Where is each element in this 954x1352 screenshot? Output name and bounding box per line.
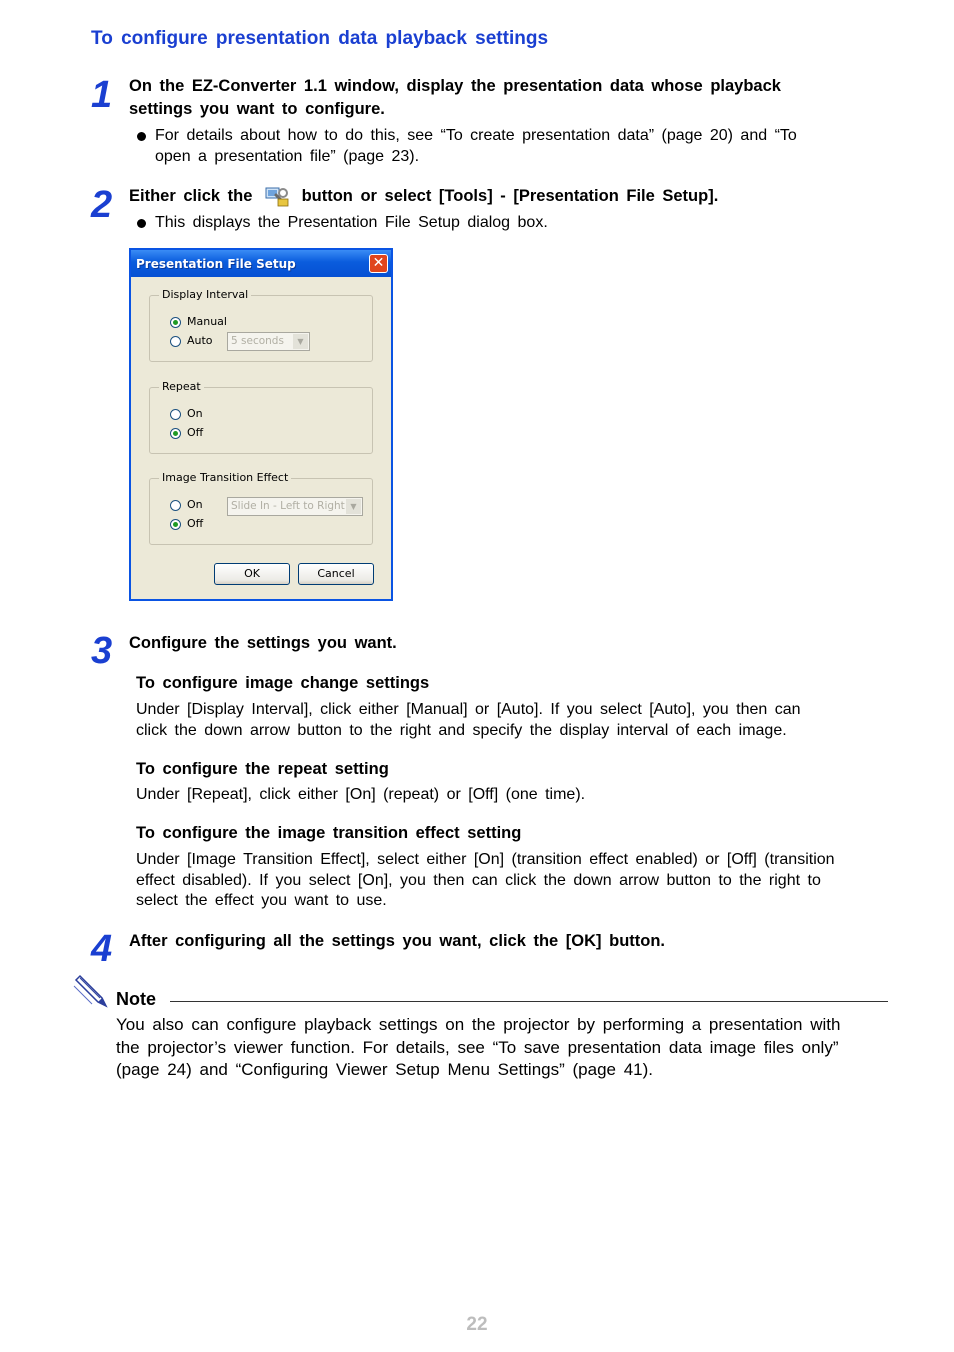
- transition-group: [149, 471, 373, 545]
- page-title: To configure presentation data playback settings: [91, 28, 549, 49]
- cancel-button[interactable]: Cancel: [298, 563, 374, 585]
- note-divider: [170, 1001, 888, 1002]
- transition-on-label: On: [187, 498, 203, 511]
- repeat-on-label: On: [187, 407, 203, 420]
- transition-off-radio[interactable]: [170, 519, 181, 530]
- step-2-bullet: [155, 212, 835, 233]
- step-4-number: 4: [91, 928, 113, 970]
- step-1-bullet: [155, 125, 835, 167]
- section-heading: To configure image change settings: [136, 674, 430, 692]
- effect-select[interactable]: [227, 497, 363, 516]
- dialog-title: Presentation File Setup: [136, 257, 296, 271]
- dialog-titlebar: [131, 250, 391, 277]
- display-interval-group: [149, 288, 373, 362]
- step-1-heading: On the EZ-Converter 1.1 window, display the presentation data whose playback settings you want to configure.: [129, 77, 781, 118]
- transition-on-radio[interactable]: [170, 500, 181, 511]
- note-text: You also can configure playback settings on the projector by performing a presentation with the projector’s viewer function. For details, see “To save presentation data image files only” (page 24) and “Configuring Viewer Setup Menu Settings” (page 41).: [116, 1015, 841, 1079]
- page-number: 22: [466, 1314, 488, 1335]
- close-button[interactable]: ✕: [369, 254, 388, 273]
- section-text: Under [Repeat], click either [On] (repeat) or [Off] (one time).: [136, 786, 586, 803]
- step-1-bullet-text: For details about how to do this, see “To create presentation data” (page 20) and “To open a presentation file” (page 23).: [155, 127, 797, 165]
- step-2-heading: [129, 185, 849, 208]
- bullet-dot: [137, 219, 146, 228]
- auto-radio[interactable]: [170, 336, 181, 347]
- transition-label: Image Transition Effect: [159, 471, 291, 484]
- repeat-off-label: Off: [187, 426, 204, 439]
- step-2-bullet-text: This displays the Presentation File Setup dialog box.: [155, 214, 548, 231]
- bullet-dot: [137, 132, 146, 141]
- presentation-file-setup-icon: [264, 185, 290, 207]
- repeat-group: [149, 380, 373, 454]
- interval-select[interactable]: [227, 332, 310, 351]
- section-heading: To configure the repeat setting: [136, 760, 389, 778]
- presentation-file-setup-dialog: [129, 248, 393, 601]
- chevron-down-icon[interactable]: ▼: [293, 334, 308, 349]
- auto-label: Auto: [187, 334, 213, 347]
- manual-label: Manual: [187, 315, 227, 328]
- step-2-number: 2: [91, 184, 113, 226]
- note-title: Note: [116, 989, 156, 1009]
- section-text: Under [Display Interval], click either [Manual] or [Auto]. If you select [Auto], you then can click the down arrow button to the right and specify the display interval of each image.: [136, 701, 801, 739]
- interval-value: 5 seconds: [231, 335, 284, 347]
- chevron-down-icon[interactable]: ▼: [346, 499, 361, 514]
- repeat-off-radio[interactable]: [170, 428, 181, 439]
- repeat-on-radio[interactable]: [170, 409, 181, 420]
- effect-value: Slide In - Left to Right: [231, 500, 345, 512]
- transition-off-label: Off: [187, 517, 204, 530]
- note-pencil-icon: [72, 972, 112, 1012]
- step-2-heading-before: Either click the: [129, 187, 253, 205]
- ok-button[interactable]: OK: [214, 563, 290, 585]
- section-text: Under [Image Transition Effect], select either [On] (transition effect enabled) or [Off] (transition effect disabled). If you select [On], you then can click the down arrow button to the right to select the effect you want to use.: [136, 851, 835, 909]
- step-3-number: 3: [91, 630, 113, 672]
- manual-radio[interactable]: [170, 317, 181, 328]
- step-2-heading-after: button or select [Tools] - [Presentation File Setup].: [301, 187, 719, 205]
- section-heading: To configure the image transition effect setting: [136, 824, 522, 842]
- step-3-heading: Configure the settings you want.: [129, 634, 397, 652]
- repeat-label: Repeat: [159, 380, 204, 393]
- display-interval-label: Display Interval: [159, 288, 251, 301]
- step-1-number: 1: [91, 74, 113, 116]
- step-4-heading: After configuring all the settings you want, click the [OK] button.: [129, 932, 666, 950]
